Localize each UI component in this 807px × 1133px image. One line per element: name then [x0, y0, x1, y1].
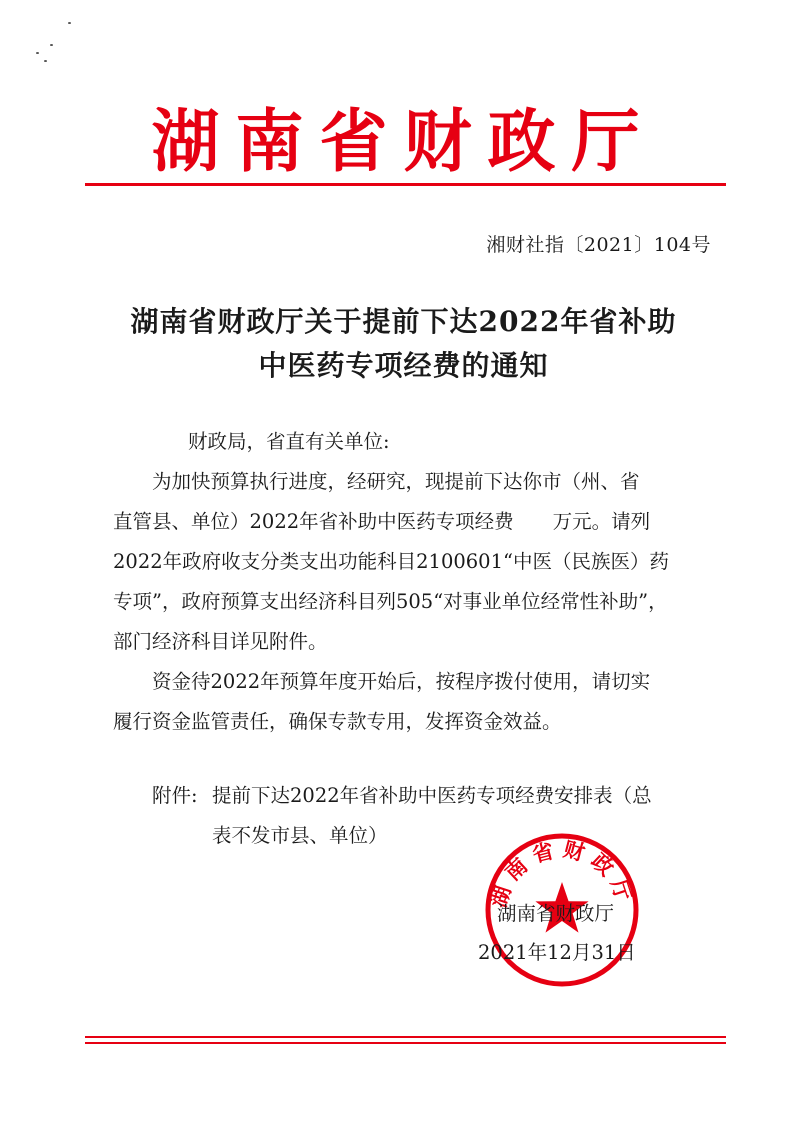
- body-paragraph-1-line: 2022年政府收支分类支出功能科目2100601“中医（民族医）药: [113, 550, 669, 573]
- scan-speck: [44, 60, 47, 62]
- scan-speck: [68, 22, 71, 24]
- body-paragraph-1-line: 专项”，政府预算支出经济科目列505“对事业单位经常性补助”，: [113, 590, 668, 613]
- scan-speck: [50, 44, 53, 46]
- signing-organization: 湖南省财政厅: [497, 902, 615, 925]
- document-title-line-1: 湖南省财政厅关于提前下达2022年省补助: [130, 305, 677, 338]
- seal-text: 湖南省财政厅: [486, 837, 638, 911]
- attachment-label: 附件:: [152, 784, 198, 807]
- footer-rule-top: [85, 1036, 726, 1038]
- masthead-title: 湖南省财政厅: [151, 103, 656, 182]
- signing-date: 2021年12月31日: [478, 941, 636, 964]
- body-paragraph-1-line: 直管县、单位）2022年省补助中医药专项经费 万元。请列: [113, 510, 651, 533]
- body-paragraph-2-line: 资金待2022年预算年度开始后，按程序拨付使用，请切实: [152, 670, 651, 693]
- body-paragraph-2-line: 履行资金监管责任，确保专款专用，发挥资金效益。: [113, 710, 562, 733]
- scan-speck: [36, 52, 39, 54]
- body-paragraph-1-line: 为加快预算执行进度，经研究，现提前下达你市（州、省: [152, 470, 640, 493]
- attachment-line-1: 提前下达2022年省补助中医药专项经费安排表（总: [212, 784, 652, 807]
- body-paragraph-1-line: 部门经济科目详见附件。: [113, 630, 328, 653]
- attachment-line-2: 表不发市县、单位）: [212, 824, 388, 847]
- masthead-rule: [85, 183, 726, 186]
- footer-rule-bottom: [85, 1042, 726, 1044]
- document-number: 湘财社指〔2021〕104号: [486, 234, 711, 256]
- salutation: 财政局，省直有关单位:: [188, 430, 390, 453]
- document-title-line-2: 中医药专项经费的通知: [258, 349, 549, 382]
